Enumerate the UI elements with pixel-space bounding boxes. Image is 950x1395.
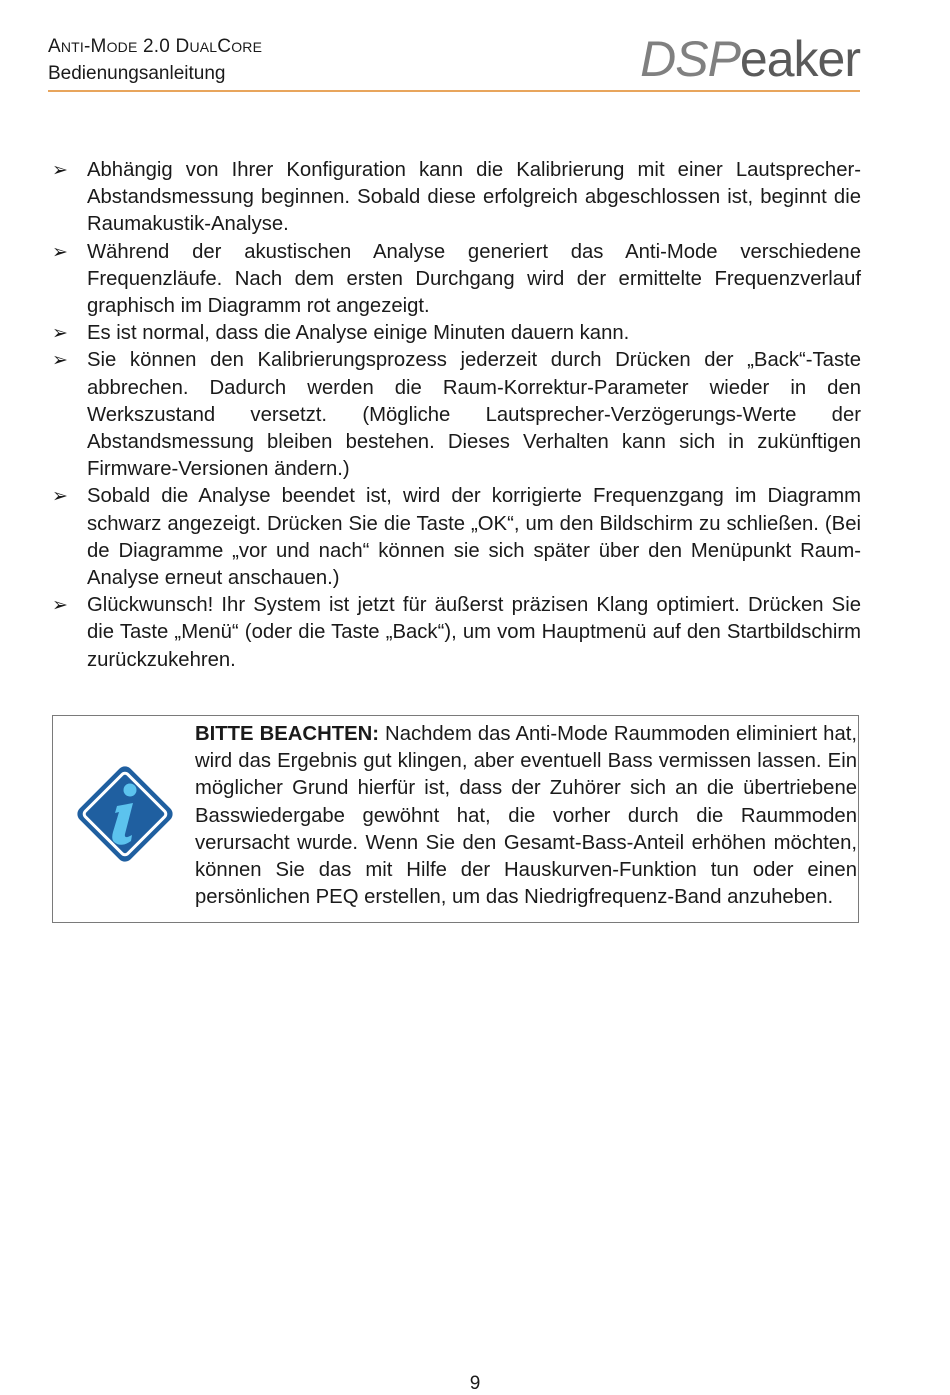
title-fragment: UAL — [189, 39, 218, 55]
title-fragment: ODE — [106, 39, 138, 55]
info-icon — [67, 756, 183, 872]
page-number: 9 — [469, 1373, 481, 1394]
arrow-bullet-icon: ➢ — [52, 594, 68, 617]
list-item — [50, 347, 861, 483]
note-body: Nachdem das Anti-Mode Raummoden eliminiert hat, wird das Ergebnis gut klingen, aber eventuell Bass vermissen lassen. Ein möglicher Grund hierfür ist, dass der Zuhörer sich an die übertriebene Basswiedergabe gewöhnt hat, die vorher durch die Raummoden verursacht wurde. Wenn Sie den Gesamt-Bass-Anteil erhöhen möchten, können Sie das mit Hilfe der Hauskurven-Funktion tun oder einen persönlichen PEQ erstellen, um das Niedrigfrequenz-Band anzuheben. — [195, 723, 857, 909]
list-item — [50, 592, 861, 674]
note-box — [52, 715, 859, 923]
dspeaker-logo — [640, 31, 860, 87]
page-header — [48, 31, 860, 92]
arrow-bullet-icon: ➢ — [52, 159, 68, 181]
arrow-bullet-icon: ➢ — [52, 349, 68, 372]
note-text — [195, 721, 857, 911]
document-title — [48, 36, 262, 58]
list-item — [50, 320, 861, 347]
arrow-bullet-icon: ➢ — [52, 322, 68, 345]
list-item-text: Sie können den Kalibrierungsprozess jederzeit durch Drücken der „Back“-Taste abbrechen. Dadurch werden die Raum-Korrektur-Parameter wieder in den Werkszustand versetzt. (Mögliche Lautsprecher-Verzögerungs-Werte der Abstandsmessung bleiben bestehen. Dieses Verhalten kann sich in zukünftigen Firmware-Versionen ändern.) — [87, 349, 861, 481]
document-subtitle: Bedienungsanleitung — [48, 63, 226, 84]
title-fragment: A — [48, 36, 61, 57]
note-label: BITTE BEACHTEN: — [195, 723, 380, 745]
title-fragment: -M — [84, 36, 107, 57]
list-item — [50, 483, 861, 592]
logo-italic-part: DSP — [640, 31, 740, 87]
list-item — [50, 239, 861, 321]
list-item-text: Während der akustischen Analyse generiert das Anti-Mode verschiedene Frequenzläufe. Nach dem ersten Durchgang wird der ermittelte Frequenzverlauf graphisch im Diagramm rot angezeigt. — [87, 240, 861, 318]
title-fragment: NTI — [60, 39, 85, 55]
list-item-text: Glückwunsch! Ihr System ist jetzt für äußerst präzisen Klang optimiert. Drücken Sie die Taste „Menü“ (oder die Taste „Back“), um vom Hauptmenü auf den Startbildschirm zurückzukehren. — [87, 594, 861, 671]
header-divider — [48, 90, 860, 92]
list-item-text: Sobald die Analyse beendet ist, wird der korrigierte Frequenzgang im Diagramm schwarz angezeigt. Drücken Sie die Taste „OK“, um den Bildschirm zu schließen. (Bei de Diagramme „vor und nach“ können sie sich später über den Menüpunkt Raum-Analyse erneut anschauen.) — [87, 485, 861, 590]
title-fragment: 2.0 D — [137, 36, 190, 57]
list-item — [50, 157, 861, 239]
logo-rest-part: eaker — [739, 31, 860, 87]
list-item-text: Es ist normal, dass die Analyse einige Minuten dauern kann. — [87, 322, 630, 345]
arrow-bullet-icon: ➢ — [52, 485, 68, 508]
title-fragment: C — [217, 36, 232, 57]
arrow-bullet-icon: ➢ — [52, 240, 68, 263]
list-item-text: Abhängig von Ihrer Konfiguration kann die Kalibrierung mit einer Lautsprecher-Abstandsmessung beginnen. Sobald diese erfolgreich abgeschlossen ist, beginnt die Raumakustik-Analyse. — [87, 159, 861, 236]
title-fragment: ORE — [231, 39, 263, 55]
instruction-list — [50, 157, 861, 674]
